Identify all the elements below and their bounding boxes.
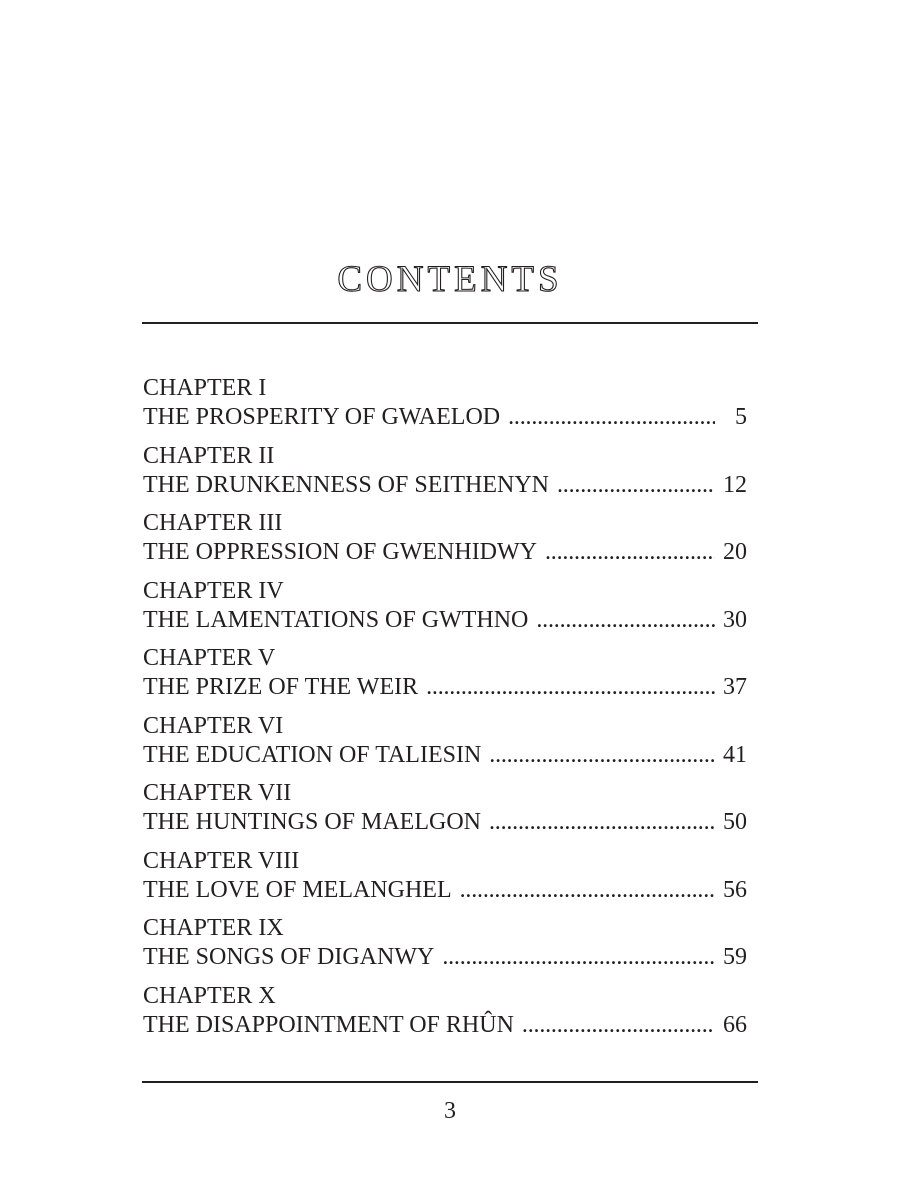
chapter-page-number: 59 xyxy=(723,944,747,970)
toc-entry-chapter-8[interactable] xyxy=(143,847,747,915)
chapter-page-number: 37 xyxy=(723,674,747,700)
chapter-title: THE PROSPERITY OF GWAELOD xyxy=(143,404,501,430)
dot-leader xyxy=(426,673,715,702)
entry-line xyxy=(143,606,747,635)
dot-leader xyxy=(460,876,715,905)
chapter-title: THE OPPRESSION OF GWENHIDWY xyxy=(143,539,537,565)
top-rule xyxy=(142,322,758,324)
dot-leader xyxy=(442,943,715,972)
toc-entry-chapter-4[interactable] xyxy=(143,577,747,645)
entry-line xyxy=(143,403,747,432)
chapter-page-number: 66 xyxy=(723,1011,747,1038)
dot-leader xyxy=(508,403,715,432)
toc-entry-chapter-5[interactable] xyxy=(143,644,747,712)
chapter-title: THE HUNTINGS OF MAELGON xyxy=(143,809,481,835)
chapter-page-number: 5 xyxy=(735,404,747,430)
chapter-label: CHAPTER VIII xyxy=(143,847,300,874)
entry-line xyxy=(143,876,747,905)
chapter-title: THE DRUNKENNESS OF SEITHENYN xyxy=(143,471,549,498)
toc-entry-chapter-2[interactable] xyxy=(143,442,747,510)
chapter-label: CHAPTER II xyxy=(143,442,275,469)
entry-line xyxy=(143,471,747,500)
chapter-title: THE LOVE OF MELANGHEL xyxy=(143,876,452,903)
chapter-page-number: 41 xyxy=(723,741,747,768)
chapter-label: CHAPTER III xyxy=(143,510,283,536)
dot-leader xyxy=(489,808,715,837)
entry-line xyxy=(143,673,747,702)
dot-leader xyxy=(545,538,715,567)
bottom-rule xyxy=(142,1081,758,1083)
chapter-page-number: 56 xyxy=(723,876,747,903)
entry-line xyxy=(143,943,747,972)
entry-line xyxy=(143,1011,747,1040)
chapter-page-number: 30 xyxy=(723,606,747,633)
toc-entry-chapter-10[interactable] xyxy=(143,982,747,1050)
chapter-label: CHAPTER VII xyxy=(143,780,292,806)
chapter-label: CHAPTER IX xyxy=(143,915,284,941)
chapter-label: CHAPTER V xyxy=(143,645,276,671)
page-number: 3 xyxy=(444,1098,456,1124)
entry-line xyxy=(143,741,747,770)
toc-entry-chapter-3[interactable] xyxy=(143,509,747,577)
toc-entry-chapter-1[interactable] xyxy=(143,374,747,442)
table-of-contents xyxy=(143,374,747,1049)
chapter-title: THE DISAPPOINTMENT OF RHÛN xyxy=(143,1011,514,1038)
dot-leader xyxy=(557,471,715,500)
entry-line xyxy=(143,808,747,837)
toc-entry-chapter-7[interactable] xyxy=(143,779,747,847)
chapter-label: CHAPTER VI xyxy=(143,712,284,739)
entry-line xyxy=(143,538,747,567)
toc-entry-chapter-9[interactable] xyxy=(143,914,747,982)
chapter-label: CHAPTER IV xyxy=(143,577,284,604)
dot-leader xyxy=(489,741,715,770)
chapter-label: CHAPTER I xyxy=(143,375,267,401)
chapter-label: CHAPTER X xyxy=(143,982,276,1009)
chapter-title: THE PRIZE OF THE WEIR xyxy=(143,674,419,700)
chapter-title: THE SONGS OF DIGANWY xyxy=(143,944,435,970)
chapter-title: THE EDUCATION OF TALIESIN xyxy=(143,741,482,768)
chapter-page-number: 12 xyxy=(723,471,747,498)
dot-leader xyxy=(522,1011,715,1040)
chapter-title: THE LAMENTATIONS OF GWTHNO xyxy=(143,606,529,633)
toc-entry-chapter-6[interactable] xyxy=(143,712,747,780)
chapter-page-number: 50 xyxy=(723,809,747,835)
dot-leader xyxy=(536,606,715,635)
page-title: CONTENTS xyxy=(337,259,563,300)
chapter-page-number: 20 xyxy=(723,539,747,565)
